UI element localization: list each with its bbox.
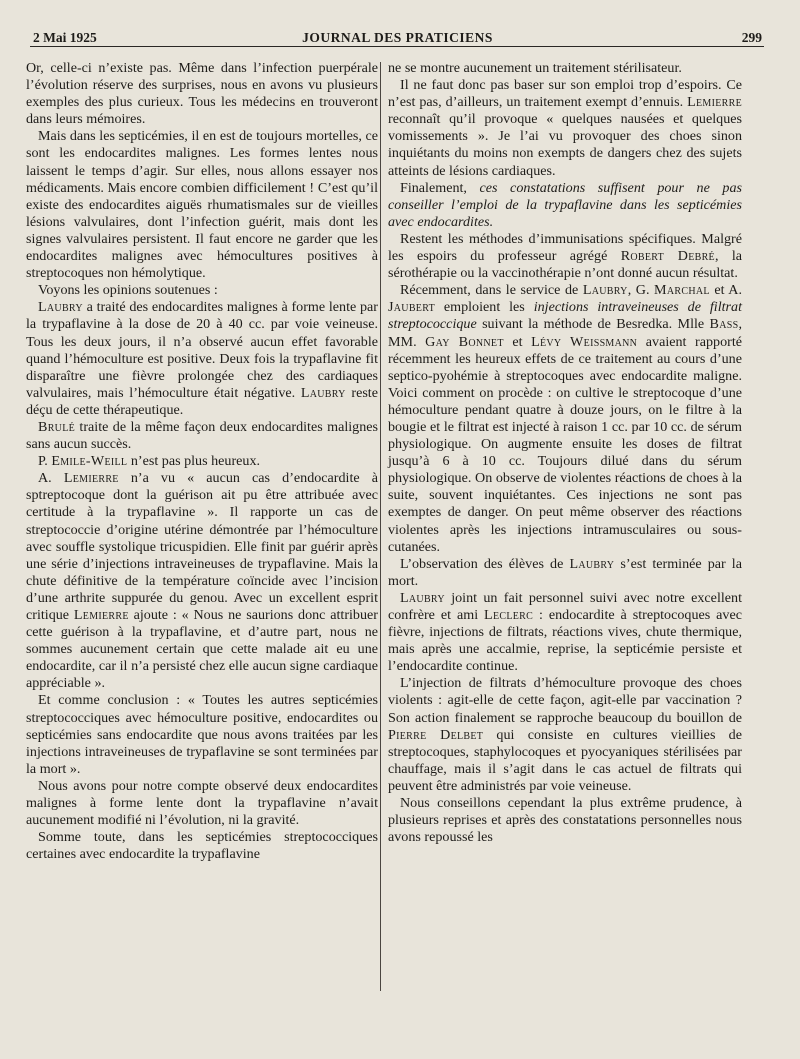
header-rule (30, 46, 764, 47)
paragraph: Laubry joint un fait personnel suivi avec notre excellent confrère et ami Leclerc : endocardite à streptocoques avec fièvre, injections de filtrats, réactions vives, chute thermique, mais après une accalmie, reprise, la septicémie persiste et l’endocardite continue. (388, 589, 742, 675)
author-name: Pierre Delbet (388, 726, 484, 743)
paragraph: Il ne faut donc pas baser sur son emploi trop d’espoirs. Ce n’est pas, d’ailleurs, un traitement exempt d’ennuis. Lemierre reconnaît qu’il provoque « quelques nausées et quelques vomissements ». Je l’ai vu provoquer des choes sinon inquiétants du moins non exempts de dangers chez des sujets atteints de lésions cardiaques. (388, 77, 742, 179)
author-name: Bass (709, 316, 739, 333)
emphasis: injections intraveineuses de filtrat streptococcique (388, 299, 742, 333)
paragraph: Récemment, dans le service de Laubry, G. Marchal et A. Jaubert emploient les injections intraveineuses de filtrat streptococcique suivant la méthode de Besredka. Mlle Bass, MM. Gay Bonnet et Lévy Weissmann avaient rapporté récemment les heureux effets de ce traitement au cours d’une septico-pyohémie à streptocoques avec endocardite maligne. Voici comment on procède : on cultive le streptocoque d’une hémoculture pendant quatre à douze jours, on le filtre à la bougie et le filtrat est injecté à raison 1 cc. par 10 cc. de sérum physiologique. On augmente ensuite les doses de filtrat jusqu’à 6 à 10 cc. Toujours dilué dans du sérum physiologique. On observe de violentes réactions de choes à la suite, souvent inquiétantes. Ces injections ne sont pas exemptes de danger. On peut même observer des réactions violentes après les injections intramusculaires ou sous-cutanées. (388, 282, 742, 555)
paragraph: L’observation des élèves de Laubry s’est terminée par la mort. (388, 555, 742, 589)
author-name: Gay Bonnet (425, 333, 504, 350)
page-number: 299 (741, 30, 762, 45)
paragraph: L’injection de filtrats d’hémoculture provoque des choes violents : agit-elle de cette façon, agit-elle par vaccination ? Son action finalement se rapproche beaucoup du bouillon de Pierre Delbet qui consiste en cultures vieillies de streptocoques, staphylocoques et pyocyaniques stérilisées par chauffage, mais il s’agit dans le cas actuel de filtrats qui peuvent être administrés par voie veineuse. (388, 675, 742, 794)
author-name: Laubry (569, 555, 615, 572)
paragraph: Mais dans les septicémies, il en est de toujours mortelles, ce sont les endocardites malignes. Les formes lentes nous laissent le temps d’agir. Sur elles, nous allons essayer nos médicaments. Mais encore combien difficilement ! C’est qu’il existe des endocardites aiguës rhumatismales sur de vieilles lésions valvulaires, dont l’infection guérit, mais dont les signes valvulaires persistent. Il faut encore ne garder que les endocardites malignes avec hémocultures positives à streptocoques non hémolytique. (26, 128, 378, 282)
paragraph: Brulé traite de la même façon deux endocardites malignes sans aucun succès. (26, 418, 378, 453)
paragraph: Somme toute, dans les septicémies streptococciques certaines avec endocardite la trypaflavine (26, 829, 378, 863)
author-name: Laubry (582, 282, 628, 299)
column-divider (380, 62, 381, 991)
paragraph: Nous conseillons cependant la plus extrême prudence, à plusieurs reprises et après des constatations personnelles nous avons repoussé les (388, 795, 742, 846)
paragraph: Or, celle-ci n’existe pas. Même dans l’infection puerpérale l’évolution réserve des surprises, nous en avons vu plusieurs exemples des plus curieux. Tous les médecins en trouveront dans leurs mémoires. (26, 60, 378, 128)
paragraph: P. Emile-Weill n’est pas plus heureux. (38, 453, 261, 470)
paragraph: A. Lemierre n’a vu « aucun cas d’endocardite à sptreptocoque dont la guérison ait pu être attribuée avec certitude à la trypaflavine ». Il rapporte un cas de streptococcie d’origine utérine démontrée par l’hémoculture avec souffle systolique tricuspidien. Elle finit par guérir après une série d’injections intraveineuses de trypaflavine. Mais la chute définitive de la température coïncide avec l’incision d’une arthrite suppurée du genou. Avec un excellent esprit critique Lemierre ajoute : « Nous ne saurions donc attribuer cette guérison à la trypaflavine, et d’autre part, nous ne sommes aucunement certain que cette malade ait eu une endocardite, car il n’a persisté chez elle aucun signe cardiaque appréciable ». (26, 470, 378, 692)
paragraph: Restent les méthodes d’immunisations spécifiques. Malgré les espoirs du professeur agrégé Robert Debré, la sérothérapie ou la vaccinothérapie n’ont donné aucun résultat. (388, 230, 742, 282)
issue-date: 2 Mai 1925 (33, 30, 97, 45)
paragraph: Laubry a traité des endocardites malignes à forme lente par la trypaflavine à la dose de 20 à 40 cc. par voie veineuse. Tous les deux jours, il n’a observé aucun effet favorable quand l’hémoculture est positive. Deux fois la trypaflavine fit disparaître une fièvre prolongée chez des cardiaques valvulaires, mais l’hémoculture était négative. Laubry reste déçu de cette thérapeutique. (26, 299, 378, 418)
paragraph: Nous avons pour notre compte observé deux endocardites malignes à forme lente dont la trypaflavine n’avait aucunement modifié ni l’évolution, ni la gravité. (26, 777, 378, 829)
author-name: Marchal (654, 282, 710, 299)
author-name: Lemierre (63, 470, 119, 487)
author-name: Jaubert (388, 299, 435, 316)
author-name: Emile-Weill (51, 453, 128, 470)
author-name: Leclerc (484, 607, 534, 623)
author-name: Laubry (400, 589, 445, 606)
author-name: Laubry (300, 384, 346, 401)
paragraph: ne se montre aucunement un traitement stérilisateur. (388, 60, 682, 76)
page-header (33, 30, 762, 52)
author-name: Lemierre (73, 607, 129, 623)
author-name: Brulé (38, 418, 76, 435)
author-name: Lévy Weissmann (531, 333, 638, 350)
journal-title: JOURNAL DES PRATICIENS (302, 30, 493, 45)
emphasis: ces constatations suffisent pour ne pas conseiller l’emploi de la trypaflavine dans les septicémies avec endocardites. (388, 179, 742, 230)
author-name: Laubry (38, 299, 83, 316)
right-column (388, 60, 742, 846)
paragraph: Et comme conclusion : « Toutes les autres septicémies streptococciques avec hémoculture positive, endocardites ou septicémies sans endocardite que nous avons traitées par les injections intraveineuses de trypaflavine se sont terminées par la mort ». (26, 692, 378, 777)
left-column (26, 60, 378, 863)
paragraph: Voyons les opinions soutenues : (38, 282, 218, 299)
paragraph: Finalement, ces constatations suffisent pour ne pas conseiller l’emploi de la trypaflavine dans les septicémies avec endocardites. (388, 179, 742, 230)
author-name: Robert Debré (620, 248, 715, 265)
author-name: Lemierre (687, 94, 742, 111)
